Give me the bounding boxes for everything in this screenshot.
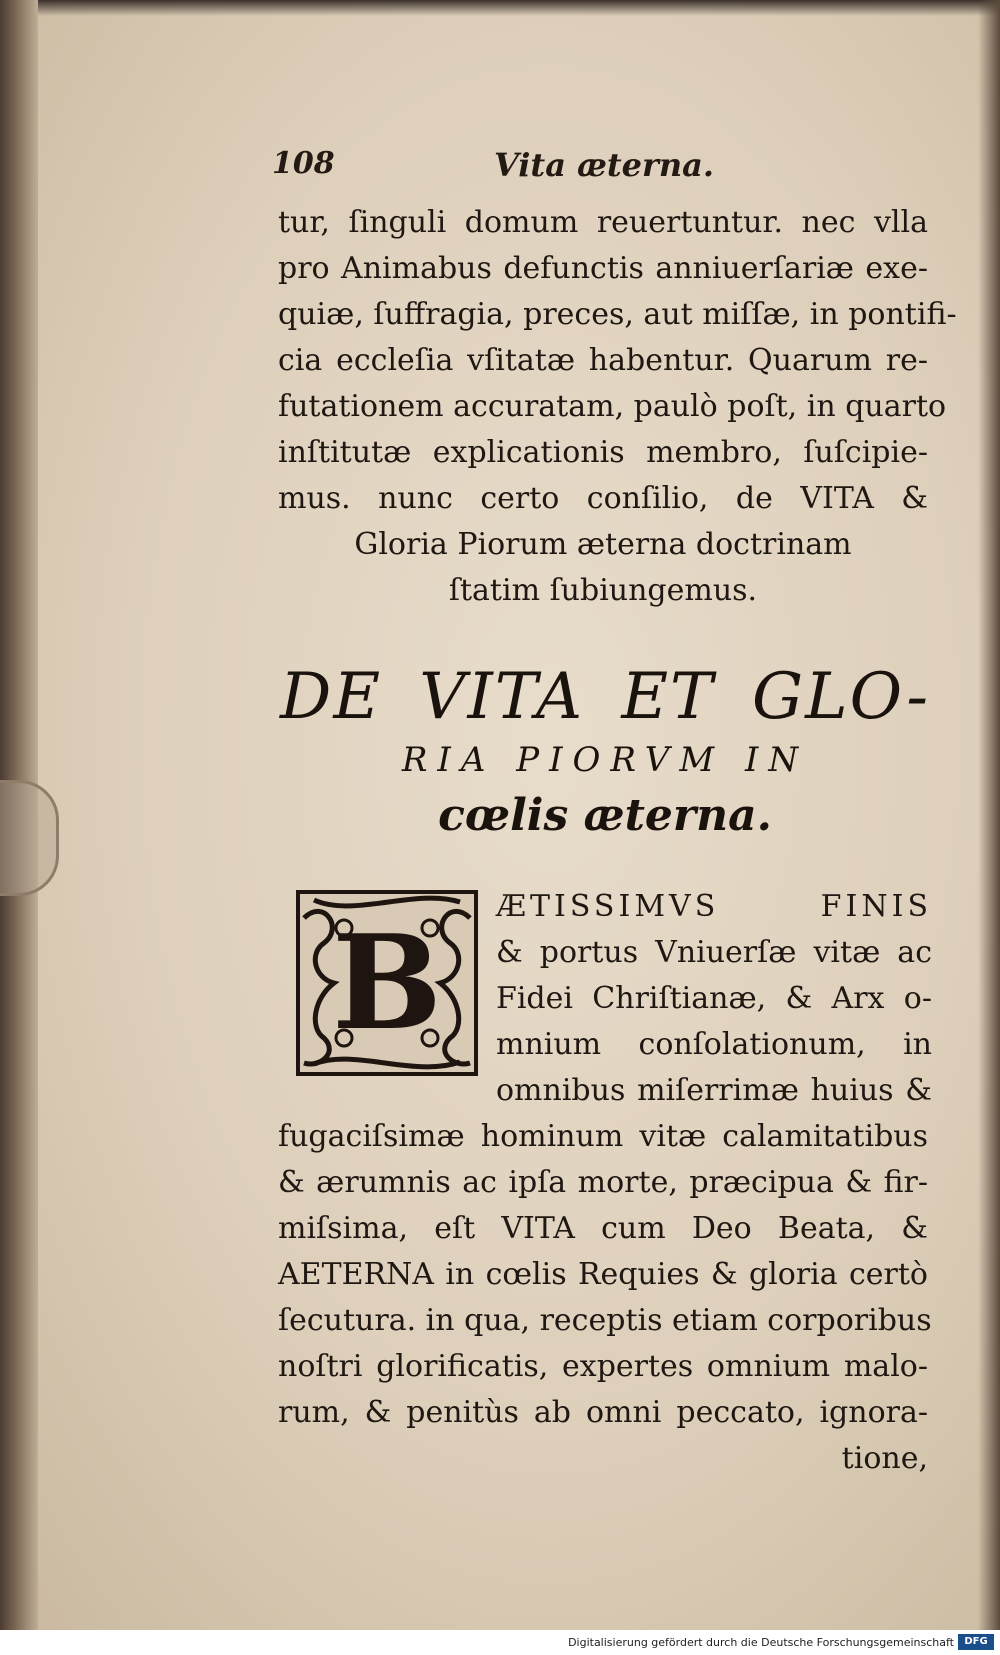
initial-letter: B	[332, 906, 442, 1059]
text-line: ÆTISSIMVS FINIS	[496, 889, 932, 924]
book-clasp	[0, 780, 59, 896]
decorated-initial-icon	[294, 888, 480, 1078]
section-heading-line-1: DE VITA ET GLO-	[280, 660, 930, 734]
dfg-logo[interactable]: DFG	[958, 1634, 994, 1650]
paragraph-2-beside-initial	[496, 884, 932, 1114]
text-line: pro Animabus defunctis anniuerſariæ exe-	[278, 251, 928, 286]
text-line: futationem accuratam, paulò poſt, in quarto	[278, 389, 947, 424]
text-line: cia eccleſia vſitatæ habentur. Quarum re-	[278, 343, 928, 378]
text-line: Gloria Piorum æterna doctrinam	[354, 527, 852, 562]
text-line: noſtri glorificatis, expertes omnium malo-	[278, 1349, 928, 1384]
page-right-edge	[978, 0, 1000, 1630]
text-line: miſsima, eſt VITA cum Deo Beata, &	[278, 1211, 928, 1246]
text-line: mnium conſolationum, in	[496, 1027, 932, 1062]
running-head-title: Vita æterna.	[494, 146, 715, 184]
text-line: & ærumnis ac ipſa morte, præcipua & fir-	[278, 1165, 928, 1200]
section-heading-line-2: RIA PIORVM IN	[401, 740, 809, 780]
text-line: omnibus miſerrimæ huius &	[496, 1073, 932, 1108]
catchword: tione,	[841, 1441, 928, 1476]
paragraph-2	[278, 1114, 932, 1482]
text-line: fugaciſsimæ hominum vitæ calamitatibus	[278, 1119, 928, 1154]
paragraph-1	[278, 200, 957, 614]
page-number: 108	[272, 146, 335, 181]
footer-credit: Digitalisierung gefördert durch die Deutsche Forschungsgemeinschaft	[568, 1636, 954, 1649]
text-line: & portus Vniuerſæ vitæ ac	[496, 935, 932, 970]
text-line: Fidei Chriſtianæ, & Arx o-	[496, 981, 932, 1016]
text-line: inſtitutæ explicationis membro, ſuſcipie-	[278, 435, 928, 470]
page-top-edge	[0, 0, 1000, 16]
text-line: quiæ, ſuffragia, preces, aut miſſæ, in pontifi-	[278, 297, 957, 332]
text-line: tur, ſinguli domum reuertuntur. nec vlla	[278, 205, 928, 240]
text-line: mus. nunc certo conſilio, de VITA &	[278, 481, 928, 516]
text-line: ſecutura. in qua, receptis etiam corporibus	[278, 1303, 932, 1338]
digitization-footer	[0, 1630, 1000, 1655]
text-line: rum, & penitùs ab omni peccato, ignora-	[278, 1395, 928, 1430]
running-head	[272, 146, 732, 190]
section-heading-line-3: cœlis æterna.	[438, 790, 772, 841]
text-line: ſtatim ſubiungemus.	[448, 573, 758, 608]
text-line: AETERNA in cœlis Requies & gloria certò	[278, 1257, 928, 1292]
